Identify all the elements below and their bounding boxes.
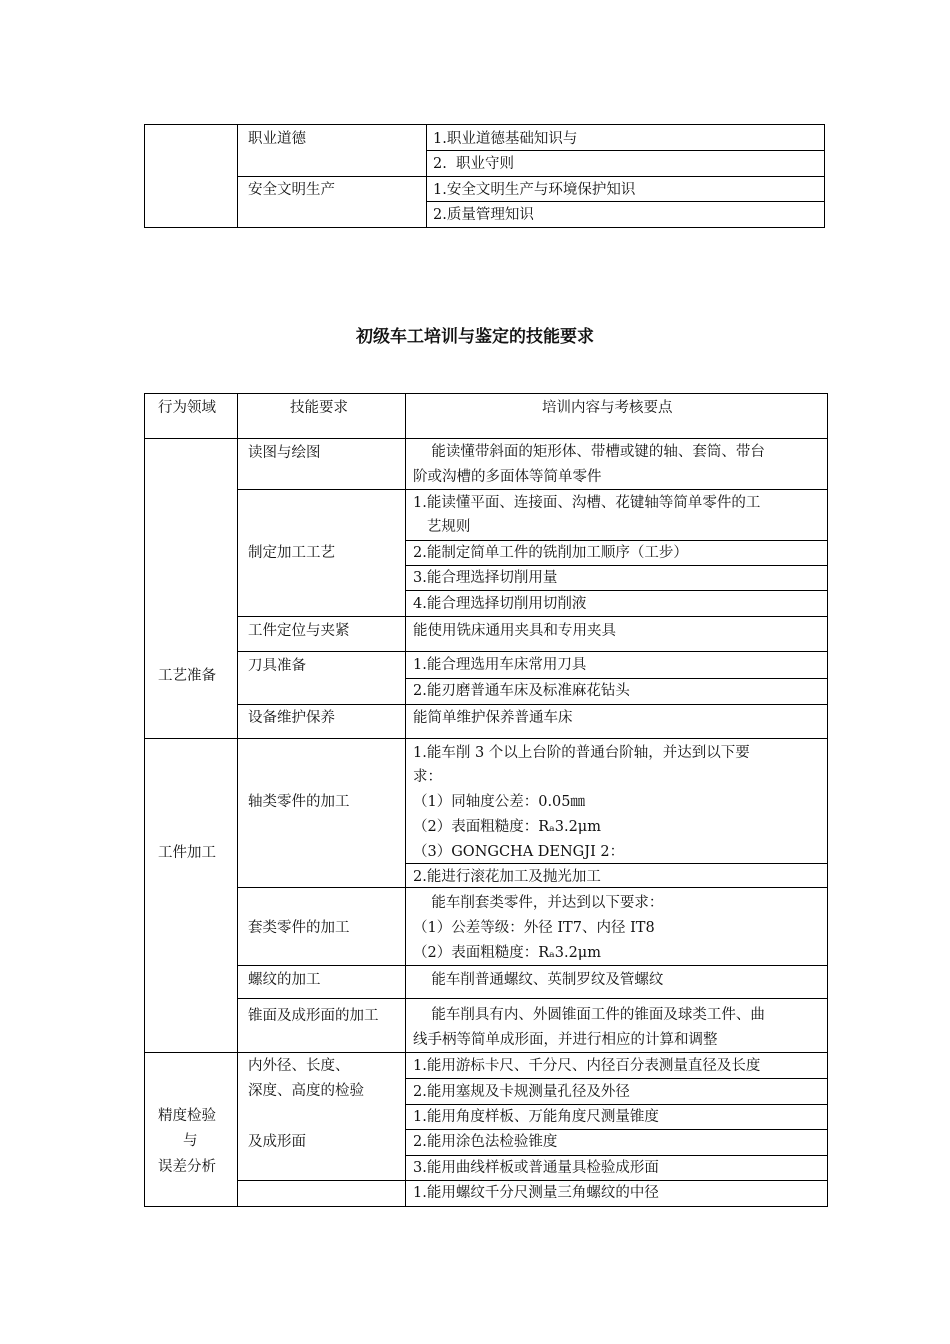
domain-label: 误差分析 — [158, 1159, 216, 1175]
content-text: （1）公差等级：外径 IT7、内径 IT8 — [413, 920, 655, 936]
domain-label: 工艺准备 — [158, 668, 216, 684]
table-line — [237, 393, 238, 1206]
content-text: 能简单维护保养普通车床 — [413, 710, 573, 726]
content-text: 能车削套类零件，并达到以下要求： — [413, 895, 664, 911]
column-header: 行为领域 — [158, 400, 216, 416]
table-line — [144, 738, 828, 739]
table-cell: 1.职业道德基础知识与 — [433, 131, 578, 147]
content-text: 能车削普通螺纹、英制罗纹及管螺纹 — [413, 972, 664, 988]
table-line — [237, 124, 238, 228]
content-text: 3.能合理选择切削用量 — [413, 570, 558, 586]
table-line — [827, 393, 828, 1206]
skill-label: 刀具准备 — [248, 658, 306, 674]
content-text: （3）GONGCHA DENGJI 2： — [413, 844, 625, 860]
table-line — [144, 438, 828, 439]
table-line — [144, 124, 825, 125]
content-text: 4.能合理选择切削用切削液 — [413, 596, 587, 612]
table-cell: 职业道德 — [248, 131, 306, 147]
content-text: 2.能刃磨普通车床及标准麻花钻头 — [413, 683, 630, 699]
content-text: 2.能用涂色法检验锥度 — [413, 1134, 558, 1150]
content-text: 1.能用游标卡尺、千分尺、内径百分表测量直径及长度 — [413, 1058, 761, 1074]
table-line — [405, 393, 406, 1206]
content-text: 1.能车削 3 个以上台阶的普通台阶轴，并达到以下要 — [413, 745, 750, 761]
content-text: 1.能合理选用车床常用刀具 — [413, 657, 587, 673]
table-cell: 安全文明生产 — [248, 182, 335, 198]
table-line — [144, 393, 145, 1206]
table-line — [144, 124, 145, 228]
skill-label: 制定加工工艺 — [248, 545, 335, 561]
table-line — [237, 176, 825, 177]
skill-label: 轴类零件的加工 — [248, 794, 350, 810]
skill-label: 设备维护保养 — [248, 710, 335, 726]
domain-label: 与 — [183, 1133, 198, 1149]
table-cell: 2. 职业守则 — [433, 156, 515, 172]
content-text: （2）表面粗糙度：Rₐ3.2μm — [413, 819, 601, 835]
content-text: （1）同轴度公差：0.05㎜ — [413, 794, 586, 810]
content-text: 2.能进行滚花加工及抛光加工 — [413, 869, 601, 885]
domain-label: 精度检验 — [158, 1108, 216, 1124]
skill-label: 工件定位与夹紧 — [248, 623, 350, 639]
skill-label: 套类零件的加工 — [248, 920, 350, 936]
content-text: （2）表面粗糙度：Rₐ3.2μm — [413, 945, 601, 961]
table-line — [144, 393, 828, 394]
skill-label: 内外径、长度、 — [248, 1058, 350, 1074]
column-header: 技能要求 — [290, 400, 348, 416]
content-text: 阶或沟槽的多面体等简单零件 — [413, 469, 602, 485]
content-text: 能读懂带斜面的矩形体、带槽或键的轴、套筒、带台 — [413, 444, 765, 460]
skill-label: 及成形面 — [248, 1134, 306, 1150]
table-cell: 1.安全文明生产与环境保护知识 — [433, 182, 636, 198]
table-cell: 2.质量管理知识 — [433, 207, 534, 223]
table-line — [824, 124, 825, 228]
content-text: 艺规则 — [413, 519, 471, 535]
table-line — [144, 1206, 828, 1207]
content-text: 1.能读懂平面、连接面、沟槽、花键轴等简单零件的工 — [413, 495, 761, 511]
content-text: 线手柄等简单成形面，并进行相应的计算和调整 — [413, 1032, 718, 1048]
content-text: 能使用铣床通用夹具和专用夹具 — [413, 623, 616, 639]
content-text: 1.能用螺纹千分尺测量三角螺纹的中径 — [413, 1185, 659, 1201]
skill-label: 读图与绘图 — [248, 445, 321, 461]
content-text: 能车削具有内、外圆锥面工件的锥面及球类工件、曲 — [413, 1007, 765, 1023]
table-line — [237, 998, 828, 999]
domain-label: 工件加工 — [158, 845, 216, 861]
column-header: 培训内容与考核要点 — [542, 400, 673, 416]
content-text: 3.能用曲线样板或普通量具检验成形面 — [413, 1160, 659, 1176]
content-text: 1.能用角度样板、万能角度尺测量锥度 — [413, 1109, 659, 1125]
skill-label: 锥面及成形面的加工 — [248, 1008, 379, 1024]
content-text: 2.能用塞规及卡规测量孔径及外径 — [413, 1084, 630, 1100]
skill-label: 深度、高度的检验 — [248, 1083, 364, 1099]
content-text: 2.能制定简单工件的铣削加工顺序（工步） — [413, 545, 688, 561]
page-title: 初级车工培训与鉴定的技能要求 — [356, 327, 594, 347]
table-line — [237, 704, 828, 705]
table-line — [426, 124, 427, 228]
content-text: 求： — [413, 769, 442, 785]
skill-label: 螺纹的加工 — [248, 972, 321, 988]
table-line — [237, 651, 828, 652]
